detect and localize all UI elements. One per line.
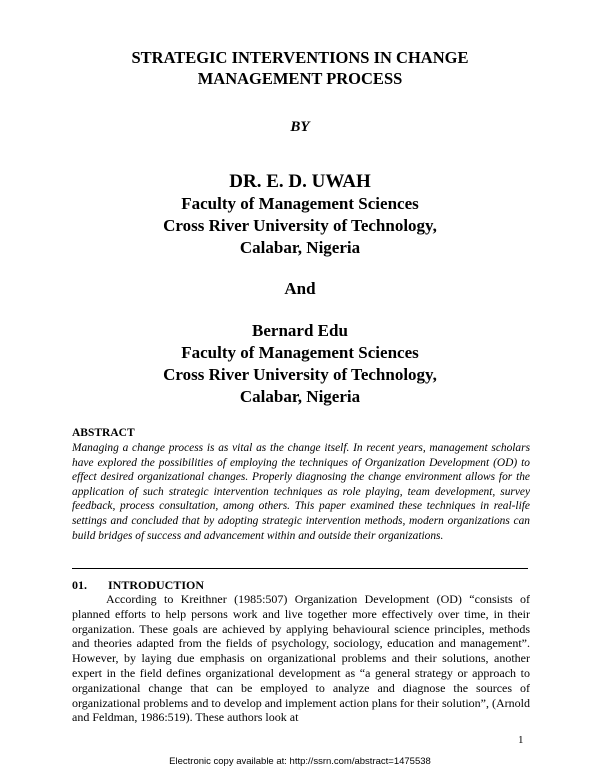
author-block-1 [0,170,600,259]
author-name-1: DR. E. D. UWAH [229,171,371,192]
page-number: 1 [518,734,524,746]
introduction-heading [72,578,204,593]
by-label: BY [290,119,310,135]
author-name-2: Bernard Edu [252,321,348,340]
footer-electronic-copy: Electronic copy available at: http://ssrn.com/abstract=1475538 [169,756,431,767]
introduction-text: According to Kreithner (1985:507) Organization Development (OD) “consists of planned efforts to help persons work and live together more effectively over time, in their organization. These goals are achieved by applying behavioural science principles, methods and theories adapted from the fields of psychology, sociology, education and management”. However, by laying due emphasis on organizational problems and their solutions, another expert in the field defines organizational development as “a general strategy or approach to organizational change that can be employed to analyze and diagnose the sources of organizational problems and to develop and implement action plans for their solution”, (Arnold and Feldman, 1986:519). These authors look at [72,592,530,725]
title-line-1: STRATEGIC INTERVENTIONS IN CHANGE [131,48,469,67]
author-1-affiliation-line: Cross River University of Technology, [163,216,437,235]
author-1-affiliation-line: Faculty of Management Sciences [181,194,419,213]
author-2-affiliation-line: Cross River University of Technology, [163,365,437,384]
section-divider [72,568,528,569]
author-1-affiliation-line: Calabar, Nigeria [239,238,361,257]
abstract-heading: ABSTRACT [72,427,135,439]
author-2-affiliation-line: Faculty of Management Sciences [181,343,419,362]
paper-title [0,47,600,89]
title-line-2: MANAGEMENT PROCESS [197,69,403,88]
section-title: INTRODUCTION [108,578,205,592]
author-2-affiliation-line: Calabar, Nigeria [239,387,361,406]
and-separator: And [284,279,316,298]
author-block-2 [0,320,600,408]
section-number: 01. [72,578,87,592]
abstract-text: Managing a change process is as vital as the change itself. In recent years, management scholars have explored the possibilities of employing the techniques of Organization Development (OD) to effect desired organizational changes. Properly diagnosing the change environment allows for the application of such strategic intervention techniques as role playing, team development, survey feedback, process consultation, among others. This paper examined these techniques in real-life settings and concluded that by adopting strategic intervention methods, modern organizations can build bridges of success and advancement within and outside their organizations. [72,442,530,542]
